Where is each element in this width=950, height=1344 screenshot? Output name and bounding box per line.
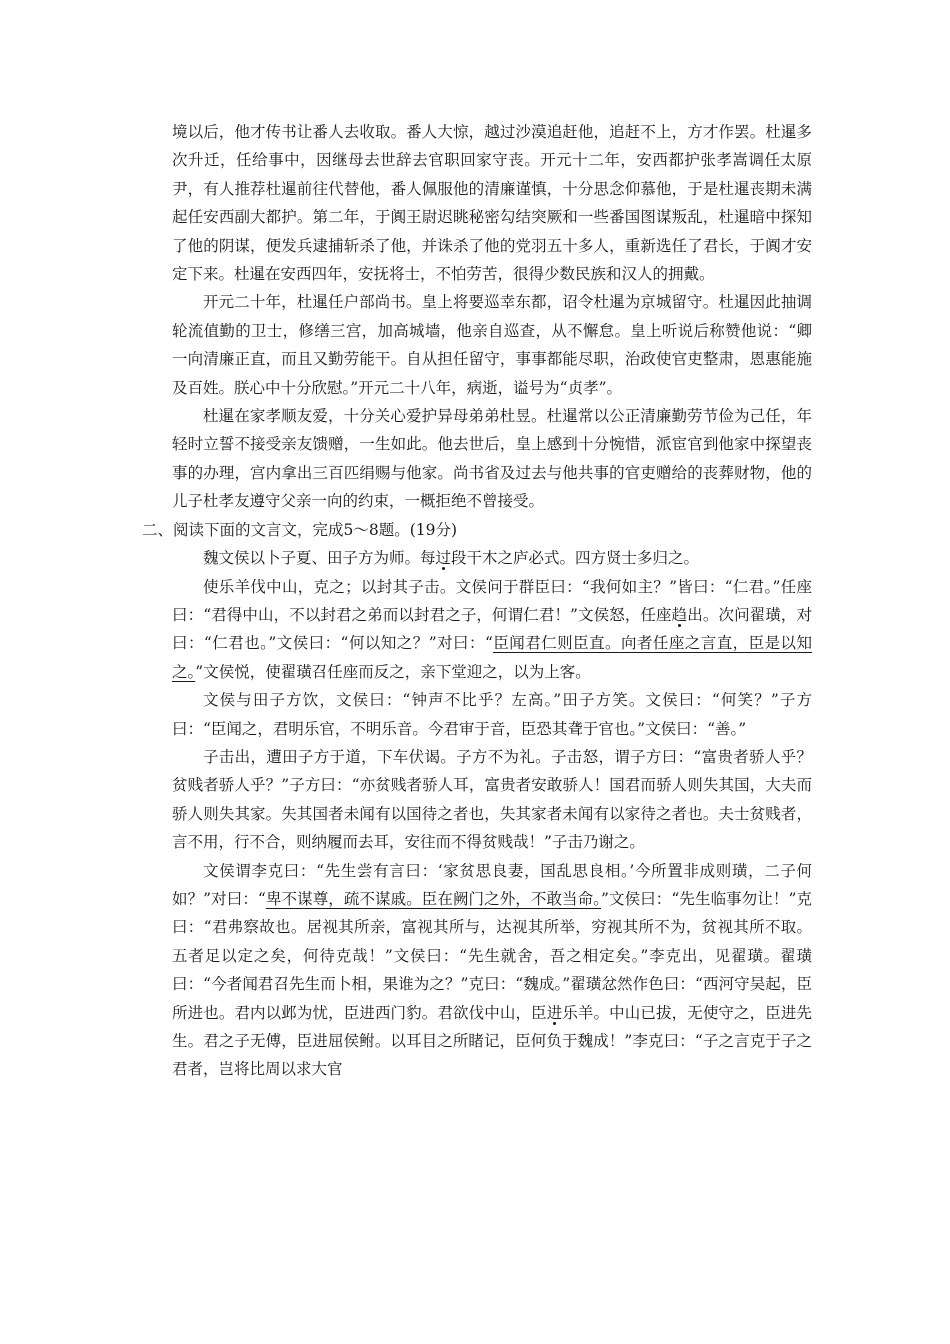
section2-paragraph-2 bbox=[172, 573, 812, 687]
dotted-character: 趋 bbox=[671, 605, 688, 624]
text-run: 魏文侯以卜子夏、田子方为师。每 bbox=[203, 549, 436, 568]
passage1-paragraph-2: 开元二十年，杜暹任户部尚书。皇上将要巡幸东都，诏令杜暹为京城留守。杜暹因此抽调轮流值勤的卫士，修缮三宫，加高城墙，他亲自巡查，从不懈怠。皇上听说后称赞他说：“卿一向清廉正直，而且又勤劳能干。自从担任留守，事事都能尽职，治政使官吏整肃，恩惠能施及百姓。朕心中十分欣慰。”开元二十八年，病逝，谥号为“贞孝”。 bbox=[172, 293, 812, 397]
underlined-sentence: 卑不谋尊，疏不谋戚。臣在阙门之外，不敢当命。 bbox=[265, 889, 602, 908]
text-run: 出。次问翟璜，对曰：“仁君也。”文侯曰：“何以知之？”对曰：“ bbox=[172, 605, 812, 653]
section2-paragraph-1 bbox=[172, 544, 812, 572]
dotted-character: 过 bbox=[435, 549, 452, 568]
section2-paragraph-3: 文侯与田子方饮，文侯曰：“钟声不比乎？左高。”田子方笑。文侯曰：“何笑？”子方曰：“臣闻之，君明乐官，不明乐音。今君审于音，臣恐其聋于官也。”文侯曰：“善。” bbox=[172, 691, 812, 738]
document-body bbox=[142, 118, 812, 1084]
section2-paragraph-5 bbox=[172, 857, 812, 1084]
text-run: 文侯谓李克曰：“先生尝有言曰：‘家贫思良妻，国乱思良相。’今所置非成则璜，二子何如？”对曰：“ bbox=[172, 861, 812, 908]
dotted-character: 进 bbox=[546, 1003, 563, 1022]
passage1-paragraph-3: 杜暹在家孝顺友爱，十分关心爱护异母弟弟杜昱。杜暹常以公正清廉勤劳节俭为己任，年轻时立誓不接受亲友馈赠，一生如此。他去世后，皇上感到十分惋惜，派宦官到他家中探望丧事的办理，宫内拿出三百匹绢赐与他家。尚书省及过去与他共事的官吏赠给的丧葬财物，他的儿子杜孝友遵守父亲一向的约束，一概拒绝不曾接受。 bbox=[172, 407, 812, 511]
text-run: 乐羊。中山已拔，无使守之，臣进先生。君之子无傅，臣进屈侯鲋。以耳目之所睹记，臣何负于魏成！”李克曰：“子之言克于子之君者，岂将比周以求大官 bbox=[172, 1003, 812, 1079]
text-run: ”文侯曰：“先生临事勿让！”克曰：“君弗察故也。居视其所亲，富视其所与，达视其所举，穷视其所不为，贫视其所不取。五者足以定之矣，何待克哉！”文侯曰：“先生就舍，吾之相定矣。”李克出，见翟璜。翟璜曰：“今者闻君召先生而卜相，果谁为之？”克曰：“魏成。”翟璜忿然作色曰：“西河守吴起，臣所进也。君内以邺为忧，臣进西门豹。君欲伐中山，臣 bbox=[172, 889, 812, 1022]
text-run: 使乐羊伐中山，克之；以封其子击。文侯问于群臣曰：“我何如主？”皆曰：“仁君。”任座曰：“君得中山，不以封君之弟而以封君之子，何谓仁君！”文侯怒，任座 bbox=[172, 577, 812, 624]
section2-heading: 二、阅读下面的文言文，完成5～8题。(19分) bbox=[142, 520, 458, 539]
section2-paragraph-4: 子击出，遭田子方于道，下车伏谒。子方不为礼。子击怒，谓子方曰：“富贵者骄人乎？贫贱者骄人乎？”子方曰：“亦贫贱者骄人耳，富贵者安敢骄人！国君而骄人则失其国，大夫而骄人则失其家。失其国者未闻有以国待之者也，失其家者未闻有以家待之者也。夫士贫贱者，言不用，行不合，则纳履而去耳，安往而不得贫贱哉！”子击乃谢之。 bbox=[172, 747, 812, 852]
passage1-paragraph-1: 境以后，他才传书让番人去收取。番人大惊，越过沙漠追赶他，追赶不上，方才作罢。杜暹多次升迁，任给事中，因继母去世辞去官职回家守丧。开元十二年，安西都护张孝嵩调任太原尹，有人推荐杜暹前往代替他，番人佩服他的清廉谨慎，十分思念仰慕他，于是杜暹丧期未满起任安西副大都护。第二年，于阗王尉迟眺秘密勾结突厥和一些番国图谋叛乱，杜暹暗中探知了他的阴谋，便发兵逮捕斩杀了他，并诛杀了他的党羽五十多人，重新选任了君长，于阗才安定下来。杜暹在安西四年，安抚将士，不怕劳苦，很得少数民族和汉人的拥戴。 bbox=[172, 123, 812, 284]
underlined-sentence: 臣闻君仁则臣直。向者任座之言直，臣是以知之。 bbox=[172, 634, 812, 681]
text-run: ”文侯悦，使翟璜召任座而反之，亲下堂迎之，以为上客。 bbox=[195, 662, 591, 681]
text-run: 段干木之庐必式。四方贤士多归之。 bbox=[451, 549, 700, 568]
